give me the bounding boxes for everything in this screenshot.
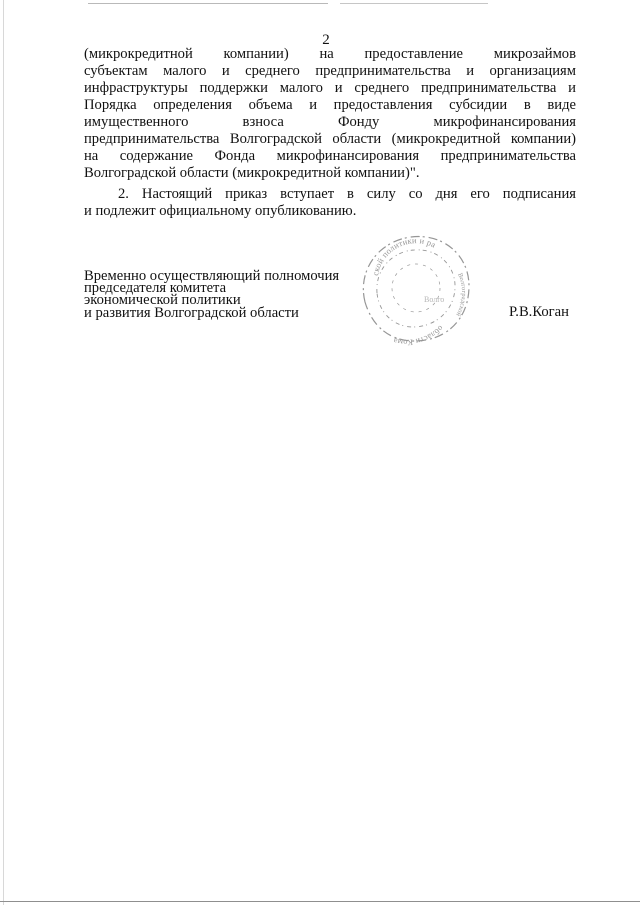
seal-inner-ring bbox=[377, 250, 455, 327]
svg-text:Волгоградской bbox=[454, 272, 467, 318]
order-paragraph-continuation bbox=[84, 46, 576, 182]
seal-outer-ring bbox=[363, 237, 469, 342]
signatory-position-line: экономической политики bbox=[84, 292, 241, 309]
seal-right-text: Волгоградской bbox=[454, 272, 468, 318]
paragraph-last-line: и подлежит официальному опубликованию. bbox=[84, 203, 357, 219]
signatory-position-line: Временно осуществляющий полномочия bbox=[84, 268, 340, 284]
svg-text:области Кома bbox=[392, 324, 445, 347]
seal-bottom-text: области Кома bbox=[392, 323, 446, 347]
signatory-position bbox=[84, 270, 366, 319]
signatory-name: Р.В.Коган bbox=[509, 304, 569, 320]
paragraph-line: предпринимательства Волгоградской области (микрокредитной компании) bbox=[84, 131, 576, 147]
paragraph-line: субъектам малого и среднего предпринимательства и организациям bbox=[84, 63, 576, 79]
top-scan-edge bbox=[88, 3, 488, 4]
paragraph-line: (микрокредитной компании) на предоставление микрозаймов bbox=[84, 46, 576, 62]
signatory-position-line: председателя комитета bbox=[84, 280, 227, 297]
seal-lettering bbox=[370, 235, 467, 347]
paragraph-line: на содержание Фонда микрофинансирования предпринимательства bbox=[84, 148, 576, 164]
seal-center-text: Волго bbox=[424, 295, 445, 304]
paragraph-line: Порядка определения объема и предоставления субсидии в виде bbox=[84, 97, 576, 113]
seal-mark bbox=[347, 221, 481, 355]
seal-top-text: ской политики и ра bbox=[370, 235, 438, 277]
left-scan-edge bbox=[3, 0, 4, 905]
paragraph-last-line: Волгоградской области (микрокредитной компании)". bbox=[84, 165, 420, 181]
effective-date-paragraph bbox=[84, 186, 576, 220]
svg-text:ской политики и ра bbox=[370, 235, 437, 276]
seal-center-circle bbox=[392, 264, 440, 312]
bottom-scan-edge bbox=[0, 901, 640, 902]
paragraph-line: инфраструктуры поддержки малого и среднего предпринимательства и bbox=[84, 80, 576, 96]
official-seal bbox=[347, 221, 481, 355]
paragraph-line: 2. Настоящий приказ вступает в силу со дня его подписания bbox=[118, 186, 576, 202]
signatory-position-line: и развития Волгоградской области bbox=[84, 304, 299, 321]
page-number: 2 bbox=[322, 32, 330, 48]
paragraph-line: имущественного взноса Фонду микрофинансирования bbox=[84, 114, 576, 130]
